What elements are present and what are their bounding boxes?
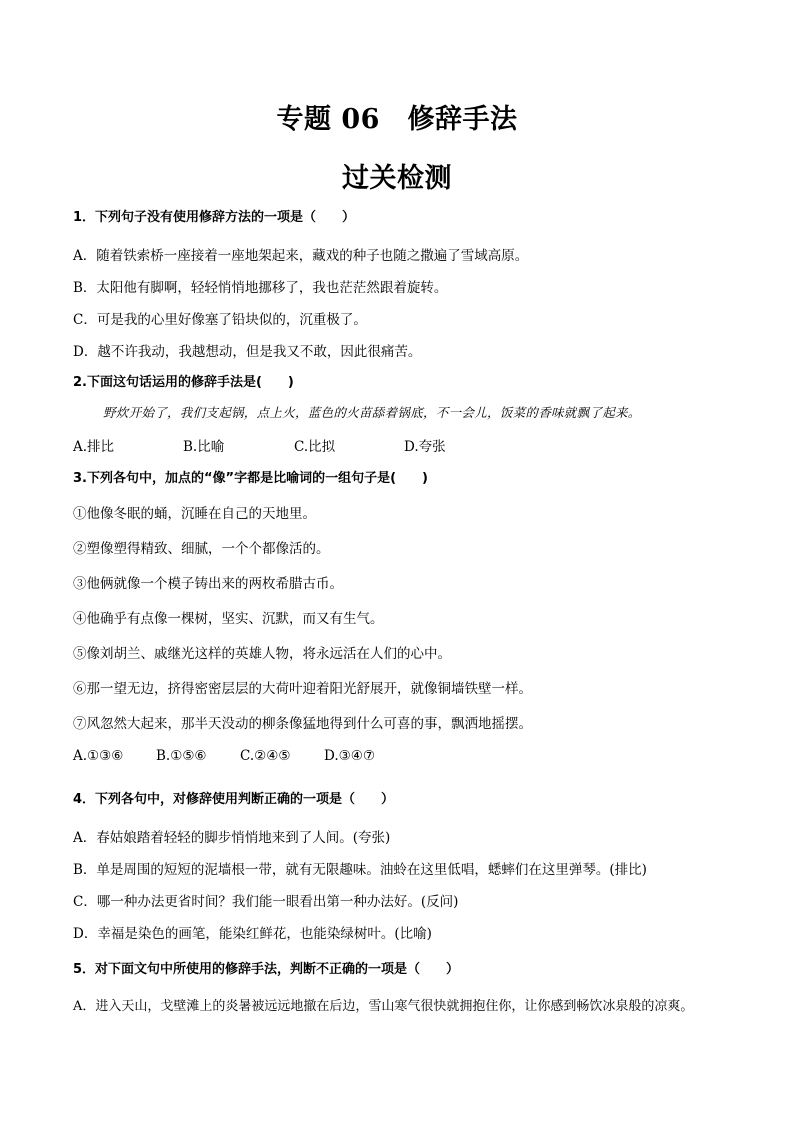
question-4-option-c: C．哪一种办法更省时间？我们能一眼看出第一种办法好。(反问) [73, 894, 459, 910]
question-1-option-b: B．太阳他有脚啊，轻轻悄悄地挪移了，我也茫茫然跟着旋转。 [73, 280, 448, 296]
question-1-stem: 1．下列句子没有使用修辞方法的一项是（ ） [73, 210, 356, 225]
question-2-options [73, 435, 446, 455]
question-3-sentence-2: ②塑像塑得精致、细腻，一个个都像活的。 [73, 541, 330, 557]
question-1-option-a: A．随着铁索桥一座接着一座地架起来，藏戏的种子也随之撒遍了雪域高原。 [73, 248, 529, 264]
question-3-sentence-4: ④他确乎有点像一棵树，坚实、沉默，而又有生气。 [73, 611, 384, 627]
question-3-option-b: B.①⑤⑥ [156, 748, 207, 764]
question-3-sentence-6: ⑥那一望无边，挤得密密层层的大荷叶迎着阳光舒展开，就像铜墙铁壁一样。 [73, 681, 532, 697]
question-2-option-a: A.排比 [73, 439, 115, 455]
page-subtitle: 过关检测 [342, 163, 452, 194]
question-2-stem: 2.下面这句话运用的修辞手法是( ) [73, 375, 294, 390]
question-3-sentence-3: ③他俩就像一个模子铸出来的两枚希腊古币。 [73, 576, 343, 592]
question-2-passage: 野炊开始了，我们支起锅，点上火，蓝色的火苗舔着锅底，不一会儿，饭菜的香味就飘了起来。 [103, 405, 641, 420]
question-5-option-a: A．进入天山，戈壁滩上的炎暑被远远地撤在后边，雪山寒气很快就拥抱住你，让你感到畅饮冰泉般的凉爽。 [73, 999, 694, 1014]
page-title: 专题 06 修辞手法 [276, 104, 518, 135]
question-3-options [73, 748, 375, 764]
question-4-option-a: A．春姑娘踏着轻轻的脚步悄悄地来到了人间。(夸张) [73, 830, 391, 846]
question-3-sentence-7: ⑦风忽然大起来，那半天没动的柳条像猛地得到什么可喜的事，飘洒地摇摆。 [73, 716, 532, 732]
question-1-option-d: D．越不许我动，我越想动，但是我又不敢，因此很痛苦。 [73, 344, 422, 360]
question-3-sentence-1: ①他像冬眠的蛹，沉睡在自己的天地里。 [73, 506, 316, 522]
question-3-option-c: C.②④⑤ [240, 748, 291, 764]
question-4-option-b: B．单是周围的短短的泥墙根一带，就有无限趣味。油蛉在这里低唱，蟋蟀们在这里弹琴。(排比) [73, 862, 647, 878]
question-3-option-a: A.①③⑥ [73, 748, 124, 764]
question-2-option-c: C.比拟 [294, 439, 336, 455]
question-4-stem: 4．下列各句中，对修辞使用判断正确的一项是（ ） [73, 792, 395, 807]
question-3-stem: 3.下列各句中，加点的“像”字都是比喻词的一组句子是( ) [73, 471, 428, 486]
question-3-option-d: D.③④⑦ [324, 748, 375, 764]
question-5-stem: 5．对下面文句中所使用的修辞手法，判断不正确的一项是（ ） [73, 962, 460, 977]
question-2-option-d: D.夸张 [404, 439, 446, 455]
question-3-sentence-5: ⑤像刘胡兰、戚继光这样的英雄人物，将永远活在人们的心中。 [73, 646, 451, 662]
question-1-option-c: C．可是我的心里好像塞了铅块似的，沉重极了。 [73, 312, 367, 328]
question-2-option-b: B.比喻 [183, 439, 225, 455]
question-4-option-d: D．幸福是染色的画笔，能染红鲜花，也能染绿树叶。(比喻) [73, 926, 432, 942]
